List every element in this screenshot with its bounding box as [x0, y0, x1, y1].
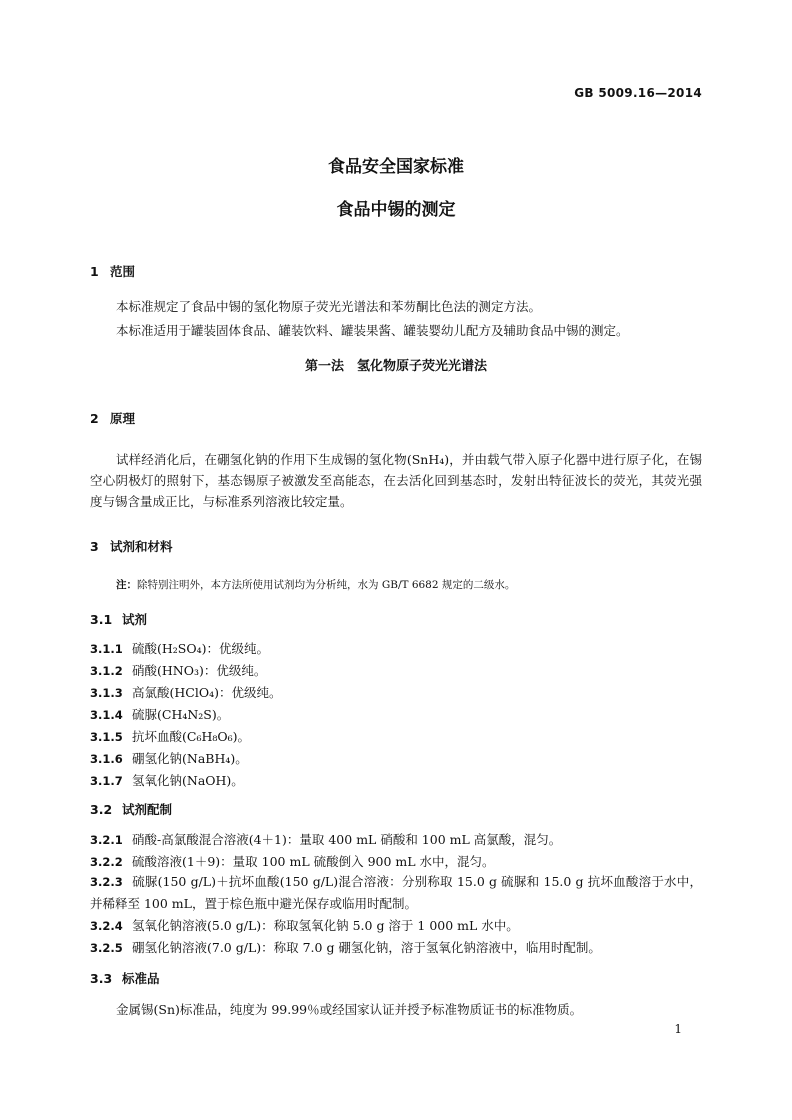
scope-paragraph-1: 本标准规定了食品中锡的氢化物原子荧光光谱法和苯芴酮比色法的测定方法。 — [116, 299, 542, 314]
reagent-item: 3.1.1 硫酸(H₂SO₄)：优级纯。 — [90, 641, 269, 656]
section-3-heading — [90, 537, 173, 555]
reagent-item: 3.1.5 抗坏血酸(C₆H₈O₆)。 — [90, 729, 250, 744]
standard-material-paragraph: 金属锡(Sn)标准品，纯度为 99.99％或经国家认证并授予标准物质证书的标准物质。 — [116, 1002, 583, 1017]
note-label: 注： — [116, 579, 137, 591]
reagent-item: 3.1.4 硫脲(CH₄N₂S)。 — [90, 707, 230, 722]
preparation-item: 3.2.2 硫酸溶液(1＋9)：量取 100 mL 硫酸倒入 900 mL 水中，混匀。 — [90, 854, 495, 869]
reagent-item: 3.1.6 硼氢化钠(NaBH₄)。 — [90, 751, 248, 766]
section-number: 3.1 — [90, 612, 113, 627]
reagent-item: 3.1.3 高氯酸(HClO₄)：优级纯。 — [90, 685, 282, 700]
section-title: 试剂和材料 — [110, 539, 173, 554]
preparation-item: 3.2.4 氢氧化钠溶液(5.0 g/L)：称取氢氧化钠 5.0 g 溶于 1 000 mL 水中。 — [90, 918, 519, 933]
section-title: 试剂 — [122, 612, 148, 627]
preparation-item: 3.2.5 硼氢化钠溶液(7.0 g/L)：称取 7.0 g 硼氢化钠，溶于氢氧化钠溶液中，临用时配制。 — [90, 940, 601, 955]
section-title: 范围 — [110, 264, 136, 279]
section-title: 原理 — [110, 411, 136, 426]
sub-title: 食品中锡的测定 — [336, 200, 456, 220]
section-3-3-heading — [90, 969, 160, 987]
preparation-item: 3.2.3 硫脲(150 g/L)＋抗坏血酸(150 g/L)混合溶液：分别称取 15.0 g 硫脲和 15.0 g 抗坏血酸溶于水中，并稀释至 100 mL，置于棕色瓶中避光保存或临用时配制。 — [90, 874, 702, 911]
section-number: 3.3 — [90, 971, 113, 986]
page-number: 1 — [674, 1022, 682, 1036]
reagent-item: 3.1.2 硝酸(HNO₃)：优级纯。 — [90, 663, 267, 678]
reagent-item: 3.1.7 氢氧化钠(NaOH)。 — [90, 773, 244, 788]
section-2-heading — [90, 409, 135, 427]
section-number: 3 — [90, 539, 99, 554]
section-number: 3.2 — [90, 802, 113, 817]
section-3-2-heading — [90, 800, 172, 818]
note-text: 除特别注明外，本方法所使用试剂均为分析纯，水为 GB/T 6682 规定的二级水。 — [137, 579, 516, 591]
section-1-heading — [90, 262, 135, 280]
principle-paragraph: 试样经消化后，在硼氢化钠的作用下生成锡的氢化物(SnH₄)，并由载气带入原子化器中进行原子化，在锡空心阴极灯的照射下，基态锡原子被激发至高能态，在去活化回到基态时，发射出特征波长的荧光，其荧光强度与锡含量成正比，与标准系列溶液比较定量。 — [90, 452, 702, 509]
section-3-1-heading — [90, 610, 147, 628]
standard-code: GB 5009.16—2014 — [574, 86, 702, 100]
scope-paragraph-2: 本标准适用于罐装固体食品、罐装饮料、罐装果酱、罐装婴幼儿配方及辅助食品中锡的测定。 — [116, 323, 629, 338]
note — [116, 577, 515, 592]
section-title: 标准品 — [122, 971, 160, 986]
section-number: 1 — [90, 264, 99, 279]
section-title: 试剂配制 — [122, 802, 173, 817]
preparation-item: 3.2.1 硝酸-高氯酸混合溶液(4＋1)：量取 400 mL 硝酸和 100 mL 高氯酸，混匀。 — [90, 832, 562, 847]
section-number: 2 — [90, 411, 99, 426]
main-title: 食品安全国家标准 — [328, 157, 464, 177]
method-1-title: 第一法 氢化物原子荧光光谱法 — [304, 359, 487, 374]
